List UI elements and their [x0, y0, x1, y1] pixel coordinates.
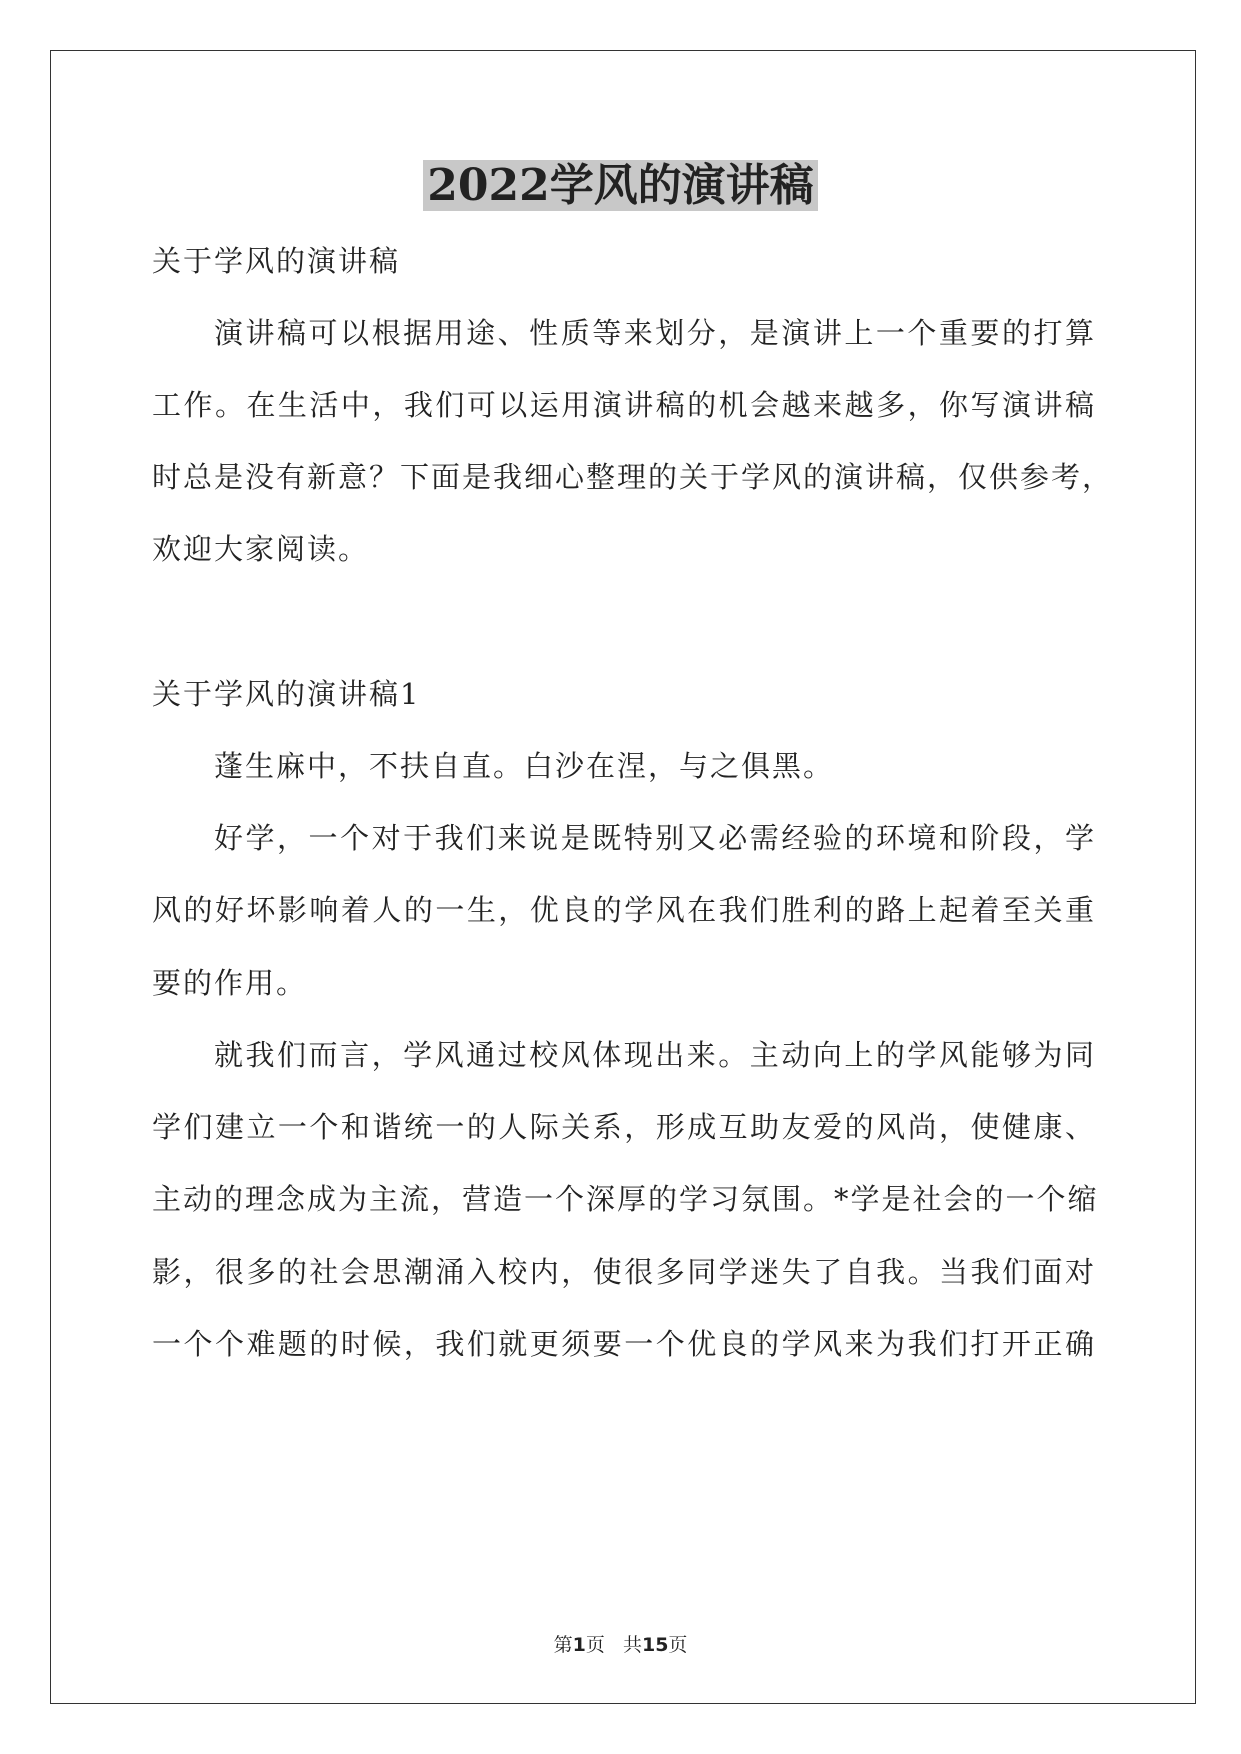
- paragraph-line: 风的好坏影响着人的一生，优良的学风在我们胜利的路上起着至关重: [152, 893, 1096, 927]
- paragraph-line: 蓬生麻中，不扶自直。白沙在涅，与之俱黑。: [214, 749, 835, 783]
- total-suffix: 页: [668, 1634, 688, 1656]
- paragraph-line: 欢迎大家阅读。: [152, 532, 370, 566]
- paragraph-line: 时总是没有新意？下面是我细心整理的关于学风的演讲稿，仅供参考，: [152, 460, 1114, 494]
- document-title: [0, 158, 1241, 214]
- section-heading: 关于学风的演讲稿1: [152, 677, 421, 711]
- paragraph-line: 一个个难题的时候，我们就更须要一个优良的学风来为我们打开正确: [152, 1327, 1096, 1361]
- paragraph-line: 要的作用。: [152, 966, 308, 1000]
- paragraph-line: 工作。在生活中，我们可以运用演讲稿的机会越来越多，你写演讲稿: [152, 388, 1096, 422]
- page-footer: [0, 1633, 1241, 1657]
- page-suffix: 页: [585, 1634, 605, 1656]
- intro-heading: 关于学风的演讲稿: [152, 244, 401, 278]
- paragraph-line: 主动的理念成为主流，营造一个深厚的学习氛围。*学是社会的一个缩: [152, 1182, 1099, 1216]
- paragraph-line: 好学，一个对于我们来说是既特别又必需经验的环境和阶段，学: [214, 821, 1096, 855]
- paragraph-line: 演讲稿可以根据用途、性质等来划分，是演讲上一个重要的打算: [214, 316, 1096, 350]
- paragraph-line: 学们建立一个和谐统一的人际关系，形成互助友爱的风尚，使健康、: [152, 1110, 1096, 1144]
- total-prefix: 共: [622, 1634, 642, 1656]
- page-number: 1: [572, 1634, 586, 1656]
- title-text: 2022学风的演讲稿: [423, 160, 817, 211]
- paragraph-line: 就我们而言，学风通过校风体现出来。主动向上的学风能够为同: [214, 1038, 1096, 1072]
- paragraph-line: 影，很多的社会思潮涌入校内，使很多同学迷失了自我。当我们面对: [152, 1255, 1096, 1289]
- page-border: [50, 50, 1196, 1704]
- page-prefix: 第: [553, 1634, 573, 1656]
- total-pages: 15: [641, 1634, 669, 1656]
